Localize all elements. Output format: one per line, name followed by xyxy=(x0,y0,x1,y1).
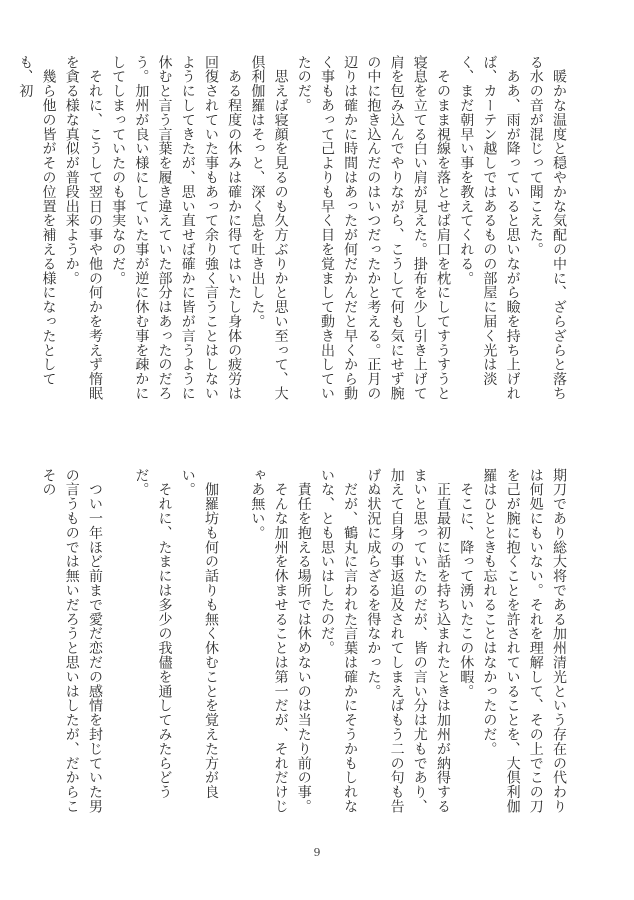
lower-text-block: 期刀であり総大将である加州清光という存在の代わりは何処にもいない。それを理解して、その上でこの刀を己が腕に抱くことを許されていることを、大倶利伽羅はひとときも忘れることはなかったのだ。 そこに、降って湧いたこの休暇。 正直最初に話を持ち込まれたときは加州が納得するまいと思っていたのだが、皆の言い分は尤もであり、加えて自身の事返追及されてしまえばもう二の句も告げぬ状況に成らざるを得なかった。 だが、鶴丸に言われた言葉は確かにそうかもしれないな、とも思いはしたのだ。 責任を抱える場所では休めないのは当たり前の事。 そんな加州を休ませることは第一だが、それだけじゃあ無い。 伽羅坊も何の話りも無く休むことを覚えた方が良い。 それに、たまには多少の我儘を通してみたらどうだ。 つい一年ほど前まで愛だ恋だの感情を封じていた男の言うものでは無いだろうと思いはしたが、だからこその xyxy=(40,468,567,814)
page-number: 9 xyxy=(313,846,321,859)
upper-text-block: 暖かな温度と穏やかな気配の中に、ざらざらと落ちる水の音が混じって聞こえた。 ああ、雨が降っていると思いながら瞼を持ち上げれば、カーテン越しではあるものの部屋に届く光は淡く、まだ朝早い事を教えてくれる。 そのまま視線を落とせば肩口を枕にしてすうすうと寝息を立てる白い肩が見えた。掛布を少し引き上げて肩を包み込んでやりながら、こうして何も気にせず腕の中に抱き込んだのはいつだったかと考える。正月の辺りは確かに時間はあったが何だかんだと早くから動く事もあって己よりも早く目を覚まして動き出していたのだ。 思えば寝顔を見るのも久方ぶりかと思い至って、大倶利伽羅はそっと、深く息を吐き出した。 ある程度の休みは確かに得てはいたし身体の疲労は回復されていた事もあって余り強く言うことはしないようにしてきたが、思い直せば確かに皆が言うように休むと言う言葉を履き違えていた部分はあったのだろう。加州が良い様にしていた事が逆に休む事を疎かにしてしまっていたのも事実なのだ。 それに、こうして翌日の事や他の何かを考えず惰眠を貪る様な真似が普段出来ようか。 幾ら他の皆がその位置を補える様になったとしても、初 xyxy=(17,55,567,401)
